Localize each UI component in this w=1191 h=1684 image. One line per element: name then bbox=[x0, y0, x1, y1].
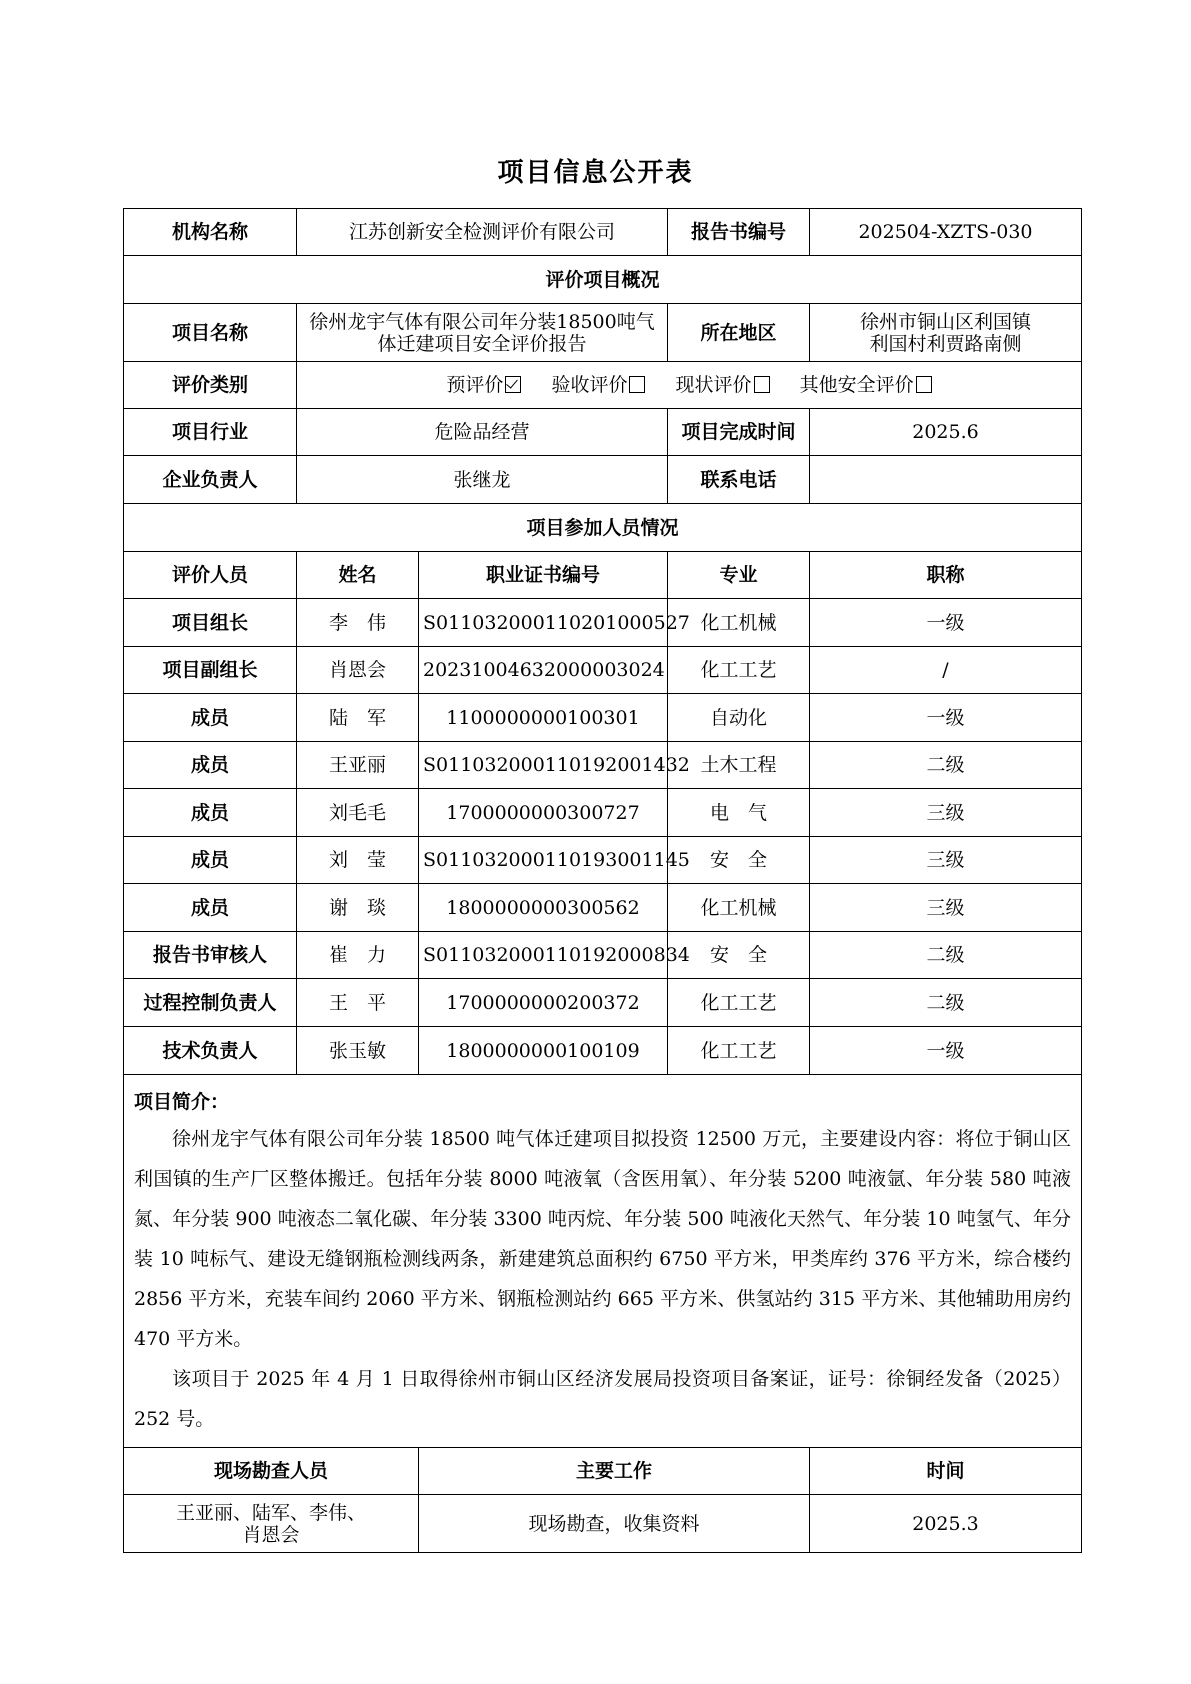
staff-role: 成员 bbox=[124, 837, 297, 884]
staff-cert: 1800000000300562 bbox=[419, 884, 668, 932]
staff-header-name: 姓名 bbox=[297, 552, 419, 599]
table-row bbox=[124, 789, 1082, 837]
location-value bbox=[810, 304, 1082, 362]
project-name-line2: 体迁建项目安全评价报告 bbox=[377, 332, 587, 355]
staff-title: 三级 bbox=[810, 837, 1082, 884]
location-line2: 利国村利贾路南侧 bbox=[869, 332, 1022, 355]
survey-header-work: 主要工作 bbox=[419, 1448, 810, 1495]
staff-title: 一级 bbox=[810, 1027, 1082, 1075]
phone-label: 联系电话 bbox=[668, 456, 810, 504]
staff-name: 肖恩会 bbox=[297, 647, 419, 694]
staff-role: 成员 bbox=[124, 789, 297, 837]
category-other[interactable]: 其他安全评价 bbox=[800, 374, 932, 396]
staff-name: 刘 莹 bbox=[297, 837, 419, 884]
staff-major: 安 全 bbox=[668, 932, 810, 979]
staff-name: 陆 军 bbox=[297, 694, 419, 742]
staff-major: 自动化 bbox=[668, 694, 810, 742]
staff-role: 技术负责人 bbox=[124, 1027, 297, 1075]
leader-value: 张继龙 bbox=[297, 456, 668, 504]
staff-cert: 1800000000100109 bbox=[419, 1027, 668, 1075]
industry-value: 危险品经营 bbox=[297, 409, 668, 456]
intro-paragraph-2: 该项目于 2025 年 4 月 1 日取得徐州市铜山区经济发展局投资项目备案证，证号：徐铜经发备（2025）252 号。 bbox=[134, 1368, 1071, 1430]
project-name-line1: 徐州龙宇气体有限公司年分装18500吨气 bbox=[309, 310, 655, 333]
category-label: 评价类别 bbox=[124, 362, 297, 409]
staff-major: 化工工艺 bbox=[668, 979, 810, 1027]
checkbox-empty-icon[interactable] bbox=[754, 376, 770, 393]
staff-header-role: 评价人员 bbox=[124, 552, 297, 599]
report-no-label: 报告书编号 bbox=[668, 209, 810, 256]
staff-name: 李 伟 bbox=[297, 599, 419, 647]
leader-row bbox=[124, 456, 1082, 504]
project-name-label: 项目名称 bbox=[124, 304, 297, 362]
staff-cert: 1700000000200372 bbox=[419, 979, 668, 1027]
survey-people-line1: 王亚丽、陆军、李伟、 bbox=[175, 1501, 366, 1524]
category-pre-eval[interactable]: 预评价 bbox=[446, 374, 521, 396]
staff-role: 过程控制负责人 bbox=[124, 979, 297, 1027]
staff-title: 二级 bbox=[810, 979, 1082, 1027]
staff-role: 项目副组长 bbox=[124, 647, 297, 694]
table-row bbox=[124, 979, 1082, 1027]
survey-people-line2: 肖恩会 bbox=[242, 1523, 300, 1546]
staff-title: / bbox=[810, 647, 1082, 694]
staff-role: 成员 bbox=[124, 742, 297, 789]
table-row bbox=[124, 884, 1082, 932]
staff-name: 王 平 bbox=[297, 979, 419, 1027]
staff-major: 化工工艺 bbox=[668, 1027, 810, 1075]
project-name-row bbox=[124, 304, 1082, 362]
category-options bbox=[297, 362, 1082, 409]
intro-label: 项目简介： bbox=[134, 1091, 230, 1113]
staff-header-cert: 职业证书编号 bbox=[419, 552, 668, 599]
staff-name: 张玉敏 bbox=[297, 1027, 419, 1075]
staff-major: 化工工艺 bbox=[668, 647, 810, 694]
staff-role: 项目组长 bbox=[124, 599, 297, 647]
staff-name: 崔 力 bbox=[297, 932, 419, 979]
staff-major: 化工机械 bbox=[668, 884, 810, 932]
finish-value: 2025.6 bbox=[810, 409, 1082, 456]
staff-major: 安 全 bbox=[668, 837, 810, 884]
staff-role: 成员 bbox=[124, 884, 297, 932]
table-row bbox=[124, 742, 1082, 789]
location-line1: 徐州市铜山区利国镇 bbox=[859, 310, 1031, 333]
staff-role: 报告书审核人 bbox=[124, 932, 297, 979]
overview-heading: 评价项目概况 bbox=[124, 256, 1082, 304]
category-row bbox=[124, 362, 1082, 409]
staff-title: 三级 bbox=[810, 789, 1082, 837]
leader-label: 企业负责人 bbox=[124, 456, 297, 504]
industry-row bbox=[124, 409, 1082, 456]
category-status[interactable]: 现状评价 bbox=[676, 374, 770, 396]
checkbox-empty-icon[interactable] bbox=[629, 376, 645, 393]
checkbox-empty-icon[interactable] bbox=[916, 376, 932, 393]
staff-cert: S011032000110192001432 bbox=[419, 742, 668, 789]
survey-work: 现场勘查，收集资料 bbox=[419, 1495, 810, 1553]
finish-label: 项目完成时间 bbox=[668, 409, 810, 456]
survey-row bbox=[124, 1495, 1082, 1553]
industry-label: 项目行业 bbox=[124, 409, 297, 456]
staff-major: 电 气 bbox=[668, 789, 810, 837]
report-no-value: 202504-XZTS-030 bbox=[810, 209, 1082, 256]
survey-header-time: 时间 bbox=[810, 1448, 1082, 1495]
staff-cert: 1700000000300727 bbox=[419, 789, 668, 837]
staff-name: 刘毛毛 bbox=[297, 789, 419, 837]
staff-title: 二级 bbox=[810, 932, 1082, 979]
staff-title: 一级 bbox=[810, 694, 1082, 742]
survey-header-people: 现场勘查人员 bbox=[124, 1448, 419, 1495]
table-row bbox=[124, 694, 1082, 742]
intro-paragraph-1: 徐州龙宇气体有限公司年分装 18500 吨气体迁建项目拟投资 12500 万元，主要建设内容：将位于铜山区利国镇的生产厂区整体搬迁。包括年分装 8000 吨液氧（含医用氧）、年分装 5200 吨液氩、年分装 580 吨液氮、年分装 900 吨液态二氧化碳、年分装 3300 吨丙烷、年分装 500 吨液化天然气、年分装 10 吨氢气、年分装 10 吨标气、建设无缝钢瓶检测线两条，新建建筑总面积约 6750 平方米，甲类库约 376 平方米，综合楼约 2856 平方米，充装车间约 2060 平方米、钢瓶检测站约 665 平方米、供氢站约 315 平方米、其他辅助用房约 470 平方米。 bbox=[134, 1128, 1071, 1350]
staff-role: 成员 bbox=[124, 694, 297, 742]
table-row bbox=[124, 837, 1082, 884]
table-row bbox=[124, 1027, 1082, 1075]
staff-cert: S011032000110193001145 bbox=[419, 837, 668, 884]
staff-cert: 1100000000100301 bbox=[419, 694, 668, 742]
phone-value bbox=[810, 456, 1082, 504]
staff-header-title: 职称 bbox=[810, 552, 1082, 599]
survey-header-row bbox=[124, 1448, 1082, 1495]
table-row bbox=[124, 647, 1082, 694]
staff-major: 化工机械 bbox=[668, 599, 810, 647]
staff-cert: 20231004632000003024 bbox=[419, 647, 668, 694]
staff-title: 二级 bbox=[810, 742, 1082, 789]
staff-heading: 项目参加人员情况 bbox=[124, 504, 1082, 552]
staff-major: 土木工程 bbox=[668, 742, 810, 789]
project-intro bbox=[124, 1075, 1082, 1448]
staff-name: 谢 琰 bbox=[297, 884, 419, 932]
checkbox-checked-icon[interactable] bbox=[505, 376, 521, 393]
info-table bbox=[123, 208, 1082, 1553]
staff-cert: S011032000110201000527 bbox=[419, 599, 668, 647]
org-label: 机构名称 bbox=[124, 209, 297, 256]
org-value: 江苏创新安全检测评价有限公司 bbox=[297, 209, 668, 256]
staff-title: 一级 bbox=[810, 599, 1082, 647]
table-row bbox=[124, 599, 1082, 647]
survey-time: 2025.3 bbox=[810, 1495, 1082, 1553]
category-acceptance[interactable]: 验收评价 bbox=[551, 374, 645, 396]
staff-cert: S011032000110192000834 bbox=[419, 932, 668, 979]
org-row bbox=[124, 209, 1082, 256]
staff-name: 王亚丽 bbox=[297, 742, 419, 789]
staff-header-row bbox=[124, 552, 1082, 599]
staff-title: 三级 bbox=[810, 884, 1082, 932]
survey-people bbox=[124, 1495, 419, 1553]
intro-row bbox=[124, 1075, 1082, 1448]
staff-header-major: 专业 bbox=[668, 552, 810, 599]
location-label: 所在地区 bbox=[668, 304, 810, 362]
project-name-value bbox=[297, 304, 668, 362]
page-title: 项目信息公开表 bbox=[497, 158, 694, 188]
table-row bbox=[124, 932, 1082, 979]
